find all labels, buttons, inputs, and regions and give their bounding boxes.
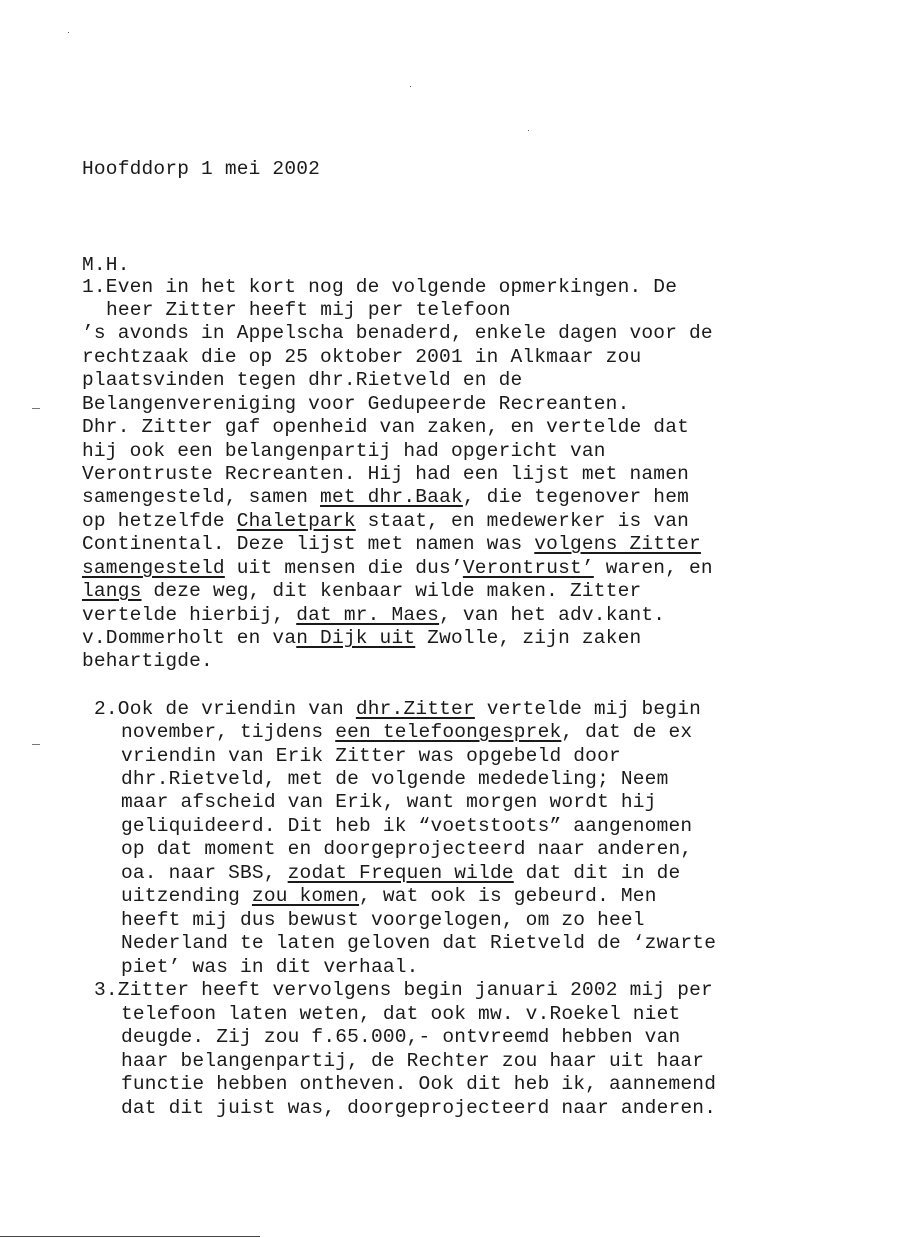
underlined-phrase: dhr.Zitter	[355, 698, 475, 720]
text-line: 3.Zitter heeft vervolgens begin januari 2002 mij per	[94, 979, 713, 1001]
text-span: waren, en	[593, 557, 713, 579]
text-line	[121, 862, 680, 885]
text-line: dhr.Rietveld, met de volgende mededeling; Neem	[121, 768, 669, 790]
margin-mark	[32, 408, 40, 409]
scan-speck	[410, 86, 411, 87]
text-line	[82, 510, 689, 533]
underlined-phrase: volgens Zitter	[534, 533, 701, 555]
salutation: M.H.	[82, 254, 130, 276]
text-line	[82, 604, 665, 627]
text-line: deugde. Zij zou f.65.000,- ontvreemd hebben van	[121, 1026, 681, 1048]
text-line: haar belangenpartij, de Rechter zou haar uit haar	[121, 1050, 705, 1072]
text-line	[82, 627, 641, 650]
text-span: , wat ook is gebeurd. Men	[359, 885, 657, 907]
text-line: maar afscheid van Erik, want morgen wordt hij	[121, 791, 657, 813]
underlined-phrase: samengesteld	[82, 557, 225, 579]
text-line: telefoon laten weten, dat ook mw. v.Roekel niet	[121, 1003, 681, 1025]
text-line: Verontruste Recreanten. Hij had een lijst met namen	[82, 463, 689, 485]
text-line: 1.Even in het kort nog de volgende opmerkingen. De	[82, 276, 678, 298]
underlined-phrase: zou komen	[251, 885, 360, 907]
text-span: deze weg, dit kenbaar wilde maken. Zitter	[141, 580, 642, 602]
text-span: uit mensen die dus’	[224, 557, 463, 579]
text-line: op dat moment en doorgeprojecteerd naar anderen,	[121, 838, 693, 860]
text-line: vriendin van Erik Zitter was opgebeld door	[121, 745, 621, 767]
underlined-phrase: n Dijk uit	[296, 627, 416, 649]
text-span: dat dit in de	[513, 862, 681, 884]
text-span: 2.Ook de vriendin van	[94, 698, 356, 720]
underlined-phrase: langs	[82, 580, 142, 602]
text-line: heeft mij dus bewust voorgelogen, om zo heel	[121, 909, 645, 931]
underlined-phrase: Verontrust’	[462, 557, 594, 579]
text-line	[82, 580, 641, 603]
text-line: heer Zitter heeft mij per telefoon	[106, 299, 511, 321]
text-line: hij ook een belangenpartij had opgericht van	[82, 440, 606, 462]
text-line	[82, 486, 689, 509]
margin-mark	[32, 744, 40, 745]
text-line: behartigde.	[82, 650, 213, 672]
text-span: , die tegenover hem	[462, 486, 690, 508]
text-span: uitzending	[121, 885, 252, 907]
text-line	[121, 885, 657, 908]
text-line: Nederland te laten geloven dat Rietveld de ‘zwarte	[121, 932, 717, 954]
text-span: samengesteld, samen	[82, 486, 321, 508]
scan-speck	[528, 130, 529, 131]
text-line	[82, 557, 713, 580]
text-line: plaatsvinden tegen dhr.Rietveld en de	[82, 369, 523, 391]
text-line: functie hebben ontheven. Ook dit heb ik, aannemend	[121, 1073, 717, 1095]
text-span: vertelde hierbij,	[82, 604, 297, 626]
text-line: Belangenvereniging voor Gedupeerde Recreanten.	[82, 393, 630, 415]
text-line: geliquideerd. Dit heb ik “voetstoots” aangenomen	[121, 815, 693, 837]
text-line	[82, 533, 701, 556]
text-span: op hetzelfde	[82, 510, 237, 532]
text-line: piet’ was in dit verhaal.	[121, 956, 419, 978]
text-span: Zwolle, zijn zaken	[415, 627, 642, 649]
text-span: vertelde mij begin	[474, 698, 702, 720]
underlined-phrase: zodat Frequen wilde	[287, 862, 514, 884]
underlined-phrase: dat mr. Maes	[296, 604, 440, 626]
text-span: v.Dommerholt en va	[82, 627, 297, 649]
underlined-phrase: Chaletpark	[236, 510, 356, 532]
text-span: staat, en medewerker is van	[355, 510, 690, 532]
text-span: november, tijdens	[121, 721, 336, 743]
underlined-phrase: met dhr.Baak	[320, 486, 463, 508]
scan-speck	[68, 32, 69, 33]
text-span: Continental. Deze lijst met namen was	[82, 533, 535, 555]
text-span: , van het adv.kant.	[439, 604, 666, 626]
text-line: ’s avonds in Appelscha benaderd, enkele dagen voor de	[82, 322, 713, 344]
text-line	[121, 721, 692, 744]
text-span: , dat de ex	[561, 721, 693, 743]
text-line	[94, 698, 701, 721]
date-line: Hoofddorp 1 mei 2002	[82, 158, 321, 180]
text-span: oa. naar SBS,	[121, 862, 288, 884]
text-line: Dhr. Zitter gaf openheid van zaken, en vertelde dat	[82, 416, 689, 438]
text-line: rechtzaak die op 25 oktober 2001 in Alkmaar zou	[82, 346, 642, 368]
text-line: dat dit juist was, doorgeprojecteerd naar anderen.	[121, 1097, 717, 1119]
underlined-phrase: een telefoongesprek	[335, 721, 562, 743]
page-edge-rule	[0, 1236, 260, 1237]
